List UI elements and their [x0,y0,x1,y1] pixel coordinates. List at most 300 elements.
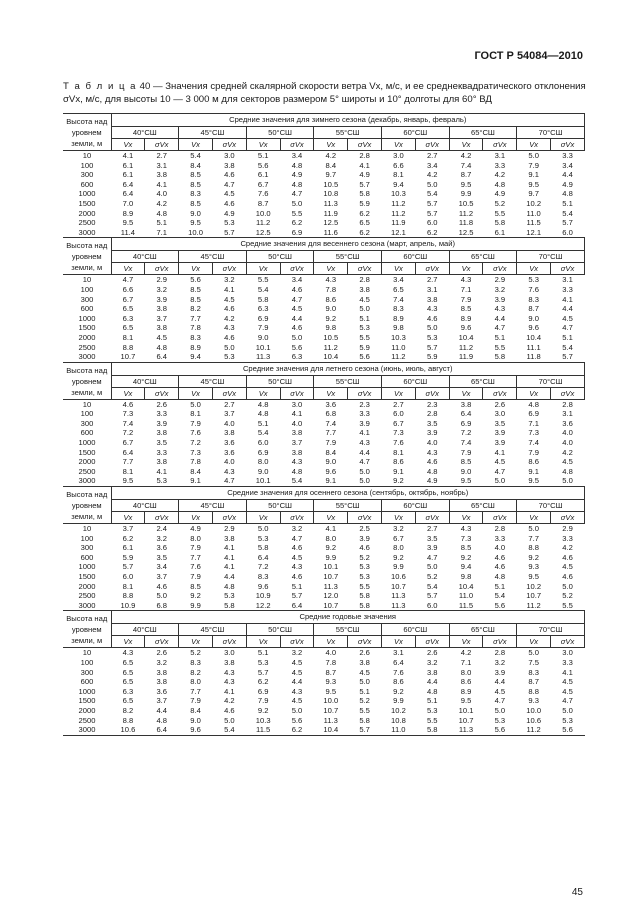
height-value: 3000 [63,476,111,486]
table-cell: 8.5 [460,543,472,553]
table-cell: 8.6 [393,677,404,687]
table-cell: 6.1 [122,170,134,180]
table-cell: 6.3 [280,352,314,362]
table-cell: 4.3 [426,447,438,457]
table-cell: 10.4 [458,332,474,342]
height-value: 3000 [63,601,111,611]
symbol-row [63,387,585,399]
table-cell: 7.1 [528,418,539,428]
table-cell: 11.1 [526,342,541,352]
table-cell: 11.9 [449,352,483,362]
mean-speed-symbol: Vx [314,636,348,648]
table-cell: 2.6 [426,648,438,658]
table-cell: 8.4 [190,160,201,170]
table-cell: 4.7 [122,275,134,285]
table-cell: 8.3 [190,657,201,667]
table-cell: 5.7 [212,228,246,238]
table-cell: 4.1 [224,562,235,572]
table-cell: 3.8 [224,533,235,543]
table-cell: 4.1 [359,160,370,170]
table-cell: 4.4 [562,170,573,180]
table-row [63,304,585,314]
table-cell: 5.4 [562,208,573,218]
latitude-row [63,127,585,139]
table-cell: 3.2 [291,648,303,658]
table-cell: 10.5 [323,332,339,342]
table-row [63,161,585,171]
table-cell: 8.1 [393,447,404,457]
height-value: 100 [80,657,94,667]
table-cell: 7.4 [393,294,404,304]
table-cell: 3.2 [494,657,506,667]
table-cell: 9.0 [257,466,269,476]
table-cell: 9.5 [460,179,472,189]
table-cell: 4.4 [224,572,235,581]
table-cell: 7.9 [528,447,539,457]
table-cell: 5.4 [257,428,269,438]
height-value: 10 [82,151,92,160]
table-cell: 4.5 [562,457,573,467]
mean-speed-symbol: Vx [246,512,280,524]
table-cell: 7.6 [257,189,269,199]
table-cell: 2.7 [224,399,235,409]
table-cell: 4.7 [562,696,573,706]
table-cell: 5.6 [348,352,382,362]
table-cell: 10.8 [391,715,406,725]
height-value: 600 [80,677,94,687]
height-column-header: Высота над уровнем земли, м [63,362,111,399]
table-cell: 5.1 [359,686,370,696]
table-cell: 3.4 [426,160,438,170]
table-cell: 5.8 [257,543,269,553]
table-cell: 5.0 [426,562,438,572]
section-title: Средние годовые значения [111,611,585,624]
height-value: 600 [80,179,94,189]
std-dev-symbol: σVx [145,636,179,648]
table-cell: 9.5 [190,218,201,228]
std-dev-symbol: σVx [280,263,314,275]
latitude-header: 45°СШ [179,500,247,512]
table-cell: 5.4 [426,581,438,591]
table-cell: 4.0 [224,457,235,467]
table-cell: 9.1 [528,466,539,476]
section-header-row [63,238,585,251]
table-cell: 5.2 [190,648,201,658]
mean-speed-symbol: Vx [382,636,416,648]
table-cell: 10.1 [246,476,280,486]
table-cell: 4.5 [291,552,303,562]
table-cell: 7.3 [122,409,134,419]
table-cell: 5.7 [291,591,303,601]
table-cell: 3.9 [494,294,506,304]
table-cell: 3.2 [494,284,506,294]
height-value: 1500 [78,696,96,706]
section-header-row [63,611,585,624]
table-cell: 6.4 [145,725,179,735]
table-cell: 4.4 [426,677,438,687]
table-cell: 8.0 [325,533,337,543]
height-value: 600 [80,552,94,562]
table-cell: 5.7 [426,591,438,601]
table-row [63,409,585,419]
table-cell: 4.9 [224,208,235,218]
height-value: 2000 [78,208,96,218]
table-cell: 9.4 [460,562,472,572]
latitude-header: 65°СШ [449,127,517,139]
table-cell: 4.0 [156,189,167,199]
table-cell: 7.1 [145,228,179,238]
table-cell: 9.9 [179,601,213,611]
table-cell: 9.6 [257,581,269,591]
table-row [63,170,585,180]
table-cell: 5.1 [494,332,506,342]
table-cell: 4.6 [291,572,303,581]
table-cell: 3.7 [156,572,167,581]
table-cell: 11.2 [391,208,406,218]
table-row [63,151,585,161]
table-cell: 8.8 [122,591,134,601]
table-row [63,189,585,199]
table-cell: 5.0 [528,524,539,534]
table-cell: 8.6 [460,677,472,687]
table-cell: 4.5 [224,189,235,199]
table-cell: 6.0 [415,601,449,611]
mean-speed-symbol: Vx [246,636,280,648]
table-row [63,706,585,716]
table-cell: 5.0 [528,648,539,658]
table-cell: 9.0 [325,457,337,467]
height-value: 1000 [78,438,96,448]
table-cell: 4.6 [494,562,506,572]
table-cell: 4.1 [325,524,337,534]
height-value: 10 [82,524,92,534]
table-cell: 10.7 [314,601,348,611]
table-cell: 5.8 [359,591,370,601]
table-cell: 5.6 [291,715,303,725]
table-cell: 4.9 [494,189,506,199]
table-cell: 4.7 [359,457,370,467]
table-cell: 11.2 [323,342,338,352]
table-cell: 5.9 [359,342,370,352]
table-cell: 4.1 [224,686,235,696]
height-value: 1500 [78,323,96,333]
table-cell: 9.1 [314,476,348,486]
table-cell: 11.9 [323,208,338,218]
table-cell: 3.2 [156,533,167,543]
std-dev-symbol: σVx [348,263,382,275]
table-cell: 11.3 [323,581,338,591]
table-cell: 9.6 [528,323,539,333]
table-cell: 5.8 [212,601,246,611]
table-cell: 8.6 [528,457,539,467]
table-cell: 7.1 [460,284,472,294]
table-cell: 4.2 [224,313,235,323]
latitude-row [63,251,585,263]
table-cell: 4.4 [156,705,167,715]
mean-speed-symbol: Vx [246,387,280,399]
std-dev-symbol: σVx [348,139,382,151]
table-cell: 5.7 [348,725,382,735]
height-value: 1000 [78,686,96,696]
table-cell: 5.8 [359,189,370,199]
table-cell: 6.6 [122,284,134,294]
height-value: 1000 [78,562,96,572]
table-cell: 7.6 [393,667,404,677]
table-cell: 7.9 [460,294,472,304]
table-cell: 3.7 [122,524,134,534]
table-cell: 9.5 [122,218,134,228]
table-cell: 6.7 [122,438,134,448]
table-cell: 6.3 [122,313,134,323]
table-cell: 4.3 [224,667,235,677]
table-cell: 3.5 [426,418,438,428]
table-cell: 10.4 [314,352,348,362]
table-cell: 6.1 [122,160,134,170]
table-cell: 6.1 [483,228,517,238]
mean-speed-symbol: Vx [314,263,348,275]
table-cell: 4.6 [224,332,235,342]
table-row [63,658,585,668]
table-cell: 9.9 [460,189,472,199]
table-cell: 3.8 [359,284,370,294]
table-cell: 6.2 [415,228,449,238]
table-cell: 4.9 [562,179,573,189]
table-cell: 4.1 [291,409,303,419]
table-cell: 11.6 [314,228,348,238]
table-cell: 3.3 [359,409,370,419]
table-cell: 10.6 [111,725,145,735]
table-cell: 2.3 [359,399,370,409]
table-cell: 5.5 [494,342,506,352]
table-cell: 10.2 [526,581,542,591]
table-cell: 9.1 [179,476,213,486]
mean-speed-symbol: Vx [111,512,145,524]
table-cell: 6.9 [528,409,539,419]
table-cell: 3.7 [291,438,303,448]
table-cell: 9.2 [190,591,201,601]
table-cell: 4.8 [291,466,303,476]
table-cell: 5.5 [494,208,506,218]
table-cell: 4.8 [494,572,506,581]
table-cell: 5.1 [562,198,573,208]
table-cell: 3.3 [562,533,573,543]
table-cell: 9.0 [325,304,337,314]
table-cell: 4.3 [224,466,235,476]
table-cell: 3.7 [156,313,167,323]
height-value: 2000 [78,457,96,467]
table-cell: 10.2 [526,198,542,208]
table-cell: 7.1 [460,657,472,667]
latitude-header: 55°СШ [314,127,382,139]
table-cell: 7.8 [325,284,337,294]
height-column-header: Высота над уровнем земли, м [63,114,111,151]
table-cell: 9.5 [528,572,539,581]
std-dev-symbol: σVx [551,512,585,524]
table-cell: 4.0 [224,418,235,428]
mean-speed-symbol: Vx [314,387,348,399]
table-cell: 8.4 [190,705,201,715]
table-cell: 3.8 [426,294,438,304]
latitude-header: 65°СШ [449,500,517,512]
table-cell: 3.8 [460,399,472,409]
table-row [63,399,585,409]
table-cell: 8.5 [190,170,201,180]
table-cell: 6.5 [122,304,134,314]
height-value: 2000 [78,332,96,342]
latitude-header: 45°СШ [179,375,247,387]
table-cell: 5.0 [359,677,370,687]
table-cell: 3.9 [494,438,506,448]
table-cell: 11.3 [449,725,483,735]
table-cell: 5.0 [359,466,370,476]
std-dev-symbol: σVx [280,512,314,524]
std-dev-symbol: σVx [145,512,179,524]
table-cell: 2.7 [156,151,167,160]
table-cell: 11.2 [458,208,474,218]
table-cell: 4.1 [562,667,573,677]
std-dev-symbol: σVx [551,636,585,648]
table-cell: 9.7 [325,170,337,180]
table-cell: 5.0 [190,399,201,409]
table-cell: 8.5 [190,179,201,189]
table-cell: 12.5 [246,228,280,238]
table-cell: 6.2 [359,208,370,218]
table-cell: 3.2 [156,284,167,294]
table-cell: 4.7 [494,466,506,476]
table-cell: 4.8 [156,342,167,352]
table-cell: 4.8 [528,399,539,409]
table-cell: 9.1 [528,170,539,180]
table-cell: 4.7 [494,323,506,333]
table-cell: 4.2 [494,170,506,180]
table-cell: 3.8 [224,428,235,438]
table-row [63,199,585,209]
table-cell: 4.2 [426,170,438,180]
table-cell: 5.3 [145,476,179,486]
latitude-header: 60°СШ [382,375,450,387]
table-cell: 4.6 [224,170,235,180]
table-row [63,428,585,438]
table-cell: 3.1 [426,284,438,294]
table-cell: 3.8 [156,428,167,438]
table-cell: 3.4 [562,160,573,170]
table-cell: 8.9 [190,342,201,352]
table-cell: 2.4 [156,524,167,534]
table-cell: 9.9 [325,552,337,562]
table-cell: 5.0 [359,304,370,314]
table-cell: 9.3 [528,562,539,572]
table-cell: 9.3 [325,677,337,687]
table-cell: 7.7 [190,552,201,562]
table-cell: 6.2 [348,228,382,238]
table-cell: 4.2 [460,648,472,658]
table-cell: 2.7 [393,399,404,409]
table-cell: 3.9 [156,294,167,304]
table-cell: 5.8 [483,352,517,362]
table-cell: 7.8 [325,657,337,667]
table-cell: 4.5 [494,686,506,696]
table-cell: 2.6 [156,399,167,409]
table-cell: 6.8 [145,601,179,611]
table-cell: 9.4 [393,179,404,189]
table-cell: 2.8 [562,399,573,409]
table-cell: 6.0 [426,218,438,228]
table-cell: 10.6 [391,572,406,581]
table-cell: 10.0 [323,696,339,706]
table-cell: 2.9 [156,275,167,285]
std-dev-symbol: σVx [212,512,246,524]
table-cell: 4.6 [562,572,573,581]
table-cell: 9.2 [393,686,404,696]
symbol-row [63,512,585,524]
section-header-row [63,362,585,375]
table-cell: 5.9 [359,198,370,208]
table-cell: 10.7 [526,591,542,601]
table-cell: 4.7 [494,696,506,706]
table-cell: 8.1 [122,581,134,591]
table-cell: 9.0 [528,313,539,323]
std-dev-symbol: σVx [145,139,179,151]
table-cell: 4.1 [562,294,573,304]
section-title: Средние значения для зимнего сезона (декабрь, январь, февраль) [111,114,585,127]
height-value: 3000 [63,228,111,238]
std-dev-symbol: σVx [212,139,246,151]
table-cell: 7.7 [325,428,337,438]
table-cell: 3.3 [562,657,573,667]
table-cell: 5.4 [280,476,314,486]
table-cell: 11.0 [526,208,541,218]
table-cell: 10.1 [458,705,474,715]
table-cell: 9.5 [460,696,472,706]
table-row [63,180,585,190]
table-cell: 4.3 [325,275,337,285]
mean-speed-symbol: Vx [517,139,551,151]
table-cell: 2.6 [359,648,370,658]
latitude-header: 65°СШ [449,251,517,263]
table-cell: 4.1 [156,466,167,476]
table-cell: 7.9 [190,418,201,428]
table-cell: 6.0 [257,438,269,448]
height-value: 1000 [78,313,96,323]
table-cell: 5.3 [528,275,539,285]
std-dev-symbol: σVx [483,636,517,648]
std-dev-symbol: σVx [483,512,517,524]
table-cell: 3.8 [156,677,167,687]
table-cell: 3.9 [494,428,506,438]
table-cell: 4.5 [291,696,303,706]
table-cell: 9.0 [190,715,201,725]
table-cell: 11.2 [391,198,406,208]
table-cell: 5.1 [359,313,370,323]
table-row [63,438,585,448]
table-cell: 8.0 [460,667,472,677]
mean-speed-symbol: Vx [382,263,416,275]
mean-speed-symbol: Vx [179,512,213,524]
table-cell: 6.4 [460,409,472,419]
mean-speed-symbol: Vx [314,512,348,524]
table-cell: 3.7 [156,696,167,706]
table-cell: 5.0 [224,342,235,352]
table-row [63,419,585,429]
table-cell: 4.1 [494,447,506,457]
latitude-header: 55°СШ [314,624,382,636]
table-row [63,285,585,295]
mean-speed-symbol: Vx [449,512,483,524]
table-cell: 4.3 [291,457,303,467]
table-cell: 2.8 [494,648,506,658]
table-cell: 9.2 [382,476,416,486]
table-cell: 10.0 [179,228,213,238]
